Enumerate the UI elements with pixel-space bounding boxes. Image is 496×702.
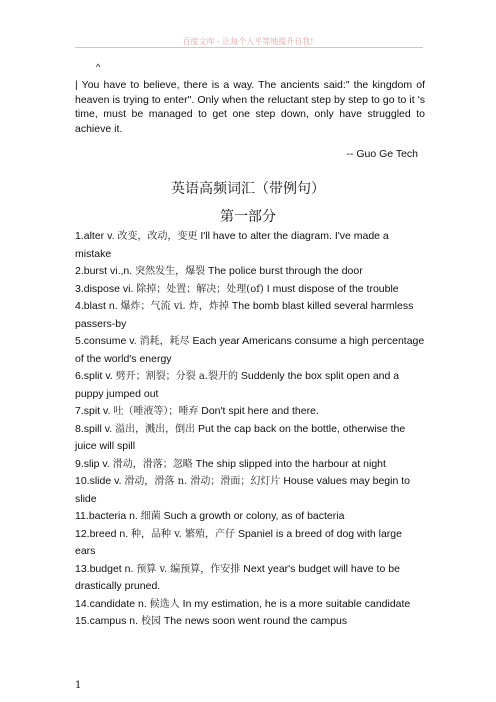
entry-example: In my estimation, he is a more suitable candidate <box>179 597 411 610</box>
entry-chinese: 除掉；处置；解决；处理(of) <box>136 283 264 295</box>
page-number: 1 <box>75 680 82 691</box>
page-header: 百度文库 - 让每个人平等地提升自我! <box>182 37 314 46</box>
entry-chinese: 劈开；割裂；分裂 a.裂开的 <box>115 371 238 382</box>
vocab-entry <box>75 263 425 281</box>
entry-example: The ship slipped into the harbour at night <box>192 457 386 470</box>
entry-chinese: 消耗，耗尽 <box>139 336 190 347</box>
vocab-entry <box>75 281 425 299</box>
vocab-entry <box>75 403 425 421</box>
vocab-entry <box>75 526 425 561</box>
entry-chinese: 校园 <box>140 616 161 627</box>
entry-headword: 5.consume v. <box>75 335 140 347</box>
vocab-entry <box>75 228 425 263</box>
entry-example: Suddenly the box split open and a puppy jumped out <box>75 370 400 400</box>
entry-example: Spaniel is a breed of dog with large ears <box>75 527 402 557</box>
entry-example: Each year Americans consume a high percentage of the world's energy <box>75 335 425 365</box>
entry-example: House values may begin to slide <box>75 475 410 505</box>
vocab-entry <box>75 596 425 614</box>
vocab-entry <box>75 561 425 596</box>
entry-chinese: 细菌 <box>140 511 161 522</box>
entry-example: I'll have to alter the diagram. I've made a mistake <box>75 230 389 260</box>
vocab-entry <box>75 508 425 526</box>
entry-headword: 6.split v. <box>75 370 116 382</box>
entry-chinese: 吐（唾液等）；唾弃 <box>113 406 199 417</box>
entry-chinese: 滑动，滑落；忽略 <box>112 458 193 470</box>
entry-headword: 7.spit v. <box>75 405 114 417</box>
section-heading: 第一部分 <box>220 209 276 225</box>
entry-example: Don't spit here and there. <box>198 405 319 417</box>
entry-example: I must dispose of the trouble <box>263 282 399 295</box>
entry-chinese: 突然发生，爆裂 <box>135 266 206 277</box>
entry-headword: 14.candidate n. <box>75 597 150 610</box>
header-divider <box>75 47 423 48</box>
entry-chinese: 种，品种 v. 繁殖，产仔 <box>131 528 236 540</box>
vocab-entry <box>75 421 425 456</box>
entry-example: The police burst through the door <box>205 265 363 277</box>
entry-example: Such a growth or colony, as of bacteria <box>160 510 345 522</box>
entry-headword: 12.breed n. <box>75 527 132 540</box>
vocabulary-list <box>75 228 425 631</box>
entry-example: The news soon went round the campus <box>160 615 348 627</box>
entry-headword: 10.slide v. <box>75 475 125 487</box>
entry-headword: 9.slip v. <box>75 457 113 470</box>
vocab-entry <box>75 613 425 631</box>
entry-headword: 11.bacteria n. <box>75 510 141 522</box>
document-title: 英语高频词汇（带例句） <box>171 181 325 197</box>
entry-headword: 2.burst vi.,n. <box>75 265 136 277</box>
entry-example: The bomb blast killed several harmless passers-by <box>75 300 414 330</box>
quote-signature: -- Guo Ge Tech <box>346 148 418 160</box>
vocab-entry <box>75 456 425 474</box>
entry-headword: 3.dispose vi. <box>75 282 137 295</box>
entry-headword: 15.campus n. <box>75 615 141 627</box>
entry-chinese: 候选人 <box>149 598 180 610</box>
entry-chinese: 滑动，滑落 n. 滑动；滑面；幻灯片 <box>124 476 281 487</box>
entry-chinese: 改变，改动，变更 <box>117 231 198 242</box>
entry-chinese: 爆炸；气流 vi. 炸，炸掉 <box>120 301 229 312</box>
entry-headword: 13.budget n. <box>75 562 137 575</box>
entry-example: Put the cap back on the bottle, otherwise the juice will spill <box>75 422 406 452</box>
caret-mark: ^ <box>96 62 101 72</box>
entry-headword: 1.alter v. <box>75 230 118 242</box>
vocab-entry <box>75 298 425 333</box>
entry-headword: 4.blast n. <box>75 300 121 312</box>
intro-quote: | You have to believe, there is a way. The ancients said:" the kingdom of heaven is trying to enter". Only when the reluctant step by step to go to it 's time, must be managed to get one step down, only have struggled to achieve it. <box>75 79 425 135</box>
entry-chinese: 预算 v. 编预算，作安排 <box>136 563 241 575</box>
vocab-entry <box>75 473 425 508</box>
vocab-entry <box>75 333 425 368</box>
entry-chinese: 溢出，溅出，倒出 <box>115 423 196 435</box>
vocab-entry <box>75 368 425 403</box>
entry-example: Next year's budget will have to be drastically pruned. <box>75 562 400 592</box>
entry-headword: 8.spill v. <box>75 422 116 435</box>
